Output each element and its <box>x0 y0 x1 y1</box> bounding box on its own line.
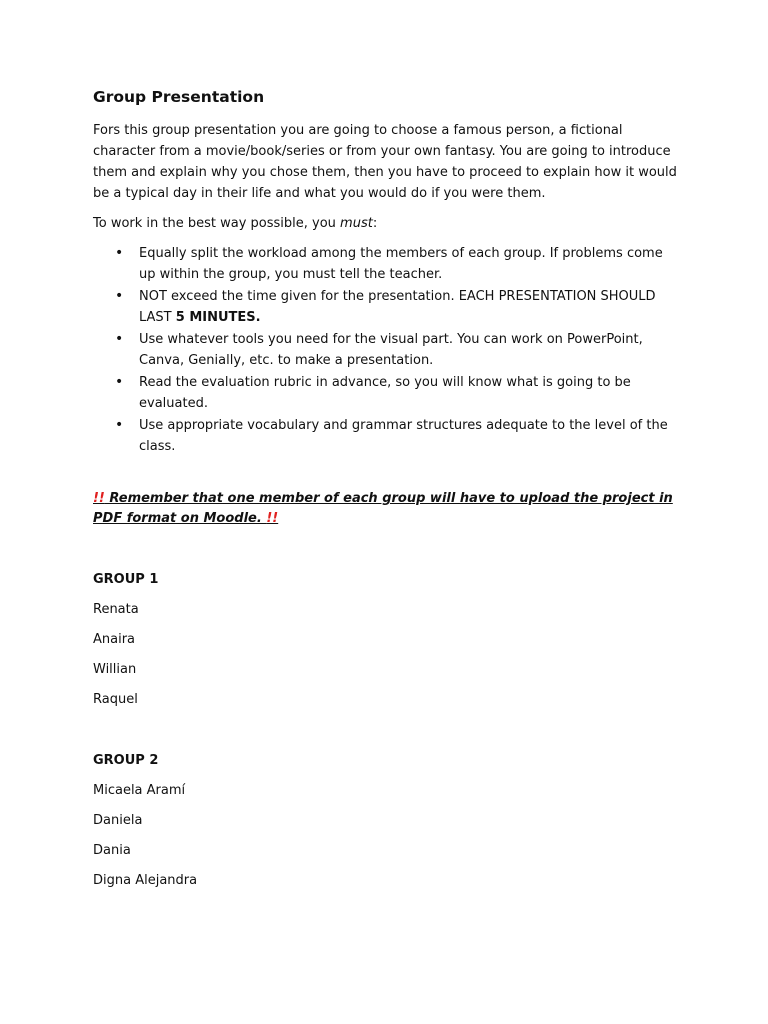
reminder-text: Remember that one member of each group will have to upload the project in PDF format on Moodle. <box>93 491 673 526</box>
rule-item <box>139 286 683 328</box>
group-2-section <box>93 750 683 891</box>
group-heading: GROUP 1 <box>93 572 159 587</box>
document-title: Group Presentation <box>93 88 265 106</box>
intro-paragraph: Fors this group presentation you are going to choose a famous person, a fictional character from a movie/book/series or from your own fantasy. You are going to introduce them and explain why you chose them, then you have to proceed to explain how it would be a typical day in their life and what you would do if you were them. <box>93 123 677 201</box>
group-member: Micaela Aramí <box>93 783 186 798</box>
group-member: Anaira <box>93 632 136 647</box>
reminder-note <box>93 489 683 529</box>
group-member: Daniela <box>93 813 143 828</box>
alert-mark-start: !! <box>93 491 105 506</box>
must-word: must <box>340 216 373 231</box>
rule-item: • Use whatever tools you need for the visual part. You can work on PowerPoint, Canva, Genially, etc. to make a presentation. <box>139 329 683 371</box>
group-member: Renata <box>93 602 139 617</box>
group-member: Dania <box>93 843 131 858</box>
rule-time-limit: 5 MINUTES. <box>175 310 261 325</box>
group-member: Raquel <box>93 692 138 707</box>
rules-list <box>93 243 683 457</box>
alert-mark-end: !! <box>266 511 279 526</box>
group-member: Digna Alejandra <box>93 873 198 888</box>
group-1-section <box>93 569 683 710</box>
rule-item: • Use appropriate vocabulary and grammar structures adequate to the level of the class. <box>139 415 683 457</box>
must-paragraph <box>93 213 683 234</box>
rule-text: NOT exceed the time given for the presentation. EACH PRESENTATION SHOULD LAST <box>139 289 656 325</box>
must-suffix: : <box>372 216 378 231</box>
group-member: Willian <box>93 662 137 677</box>
rule-item: • Read the evaluation rubric in advance, so you will know what is going to be evaluated. <box>139 372 683 414</box>
group-heading: GROUP 2 <box>93 753 159 768</box>
rule-item: • Equally split the workload among the members of each group. If problems come up within the group, you must tell the teacher. <box>139 243 683 285</box>
document-body <box>93 86 683 900</box>
must-prefix: To work in the best way possible, you <box>93 216 341 231</box>
